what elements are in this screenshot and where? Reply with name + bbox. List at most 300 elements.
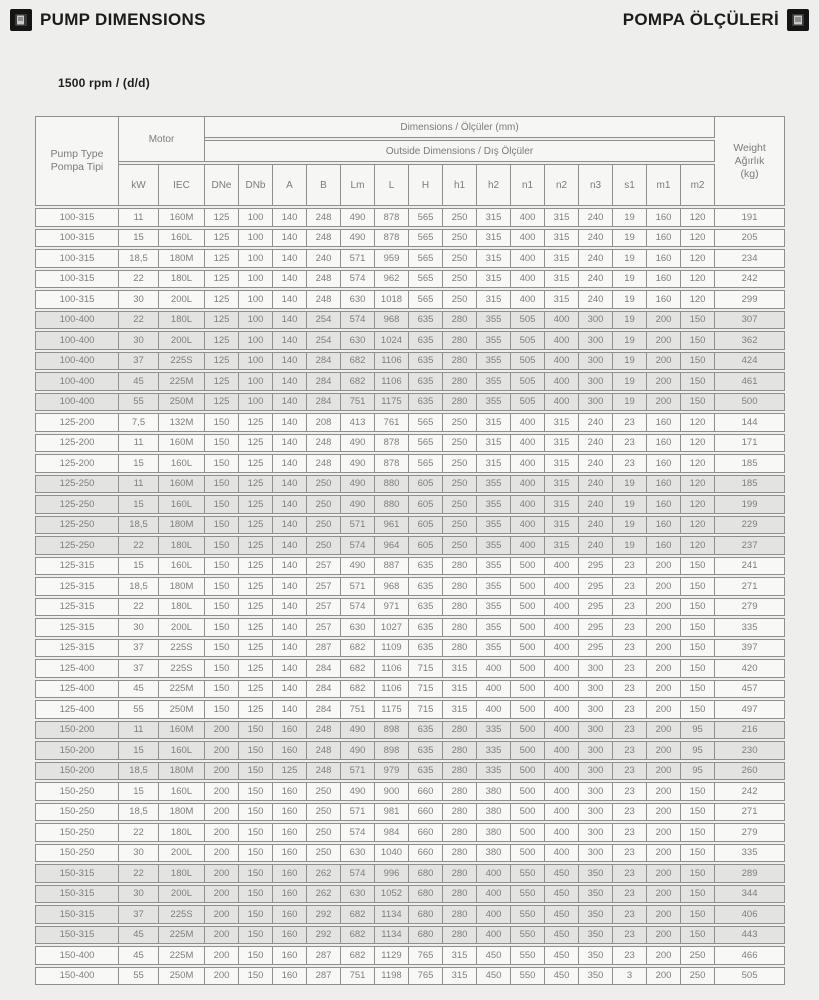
value-cell: 160 (273, 905, 307, 924)
value-cell: 630 (341, 290, 375, 309)
value-cell: 19 (613, 372, 647, 391)
value-cell: 150 (681, 905, 715, 924)
rpm-subtitle: 1500 rpm / (d/d) (58, 76, 150, 90)
value-cell: 150 (681, 311, 715, 330)
value-cell: 125 (239, 434, 273, 453)
pump-photo-icon-left (10, 9, 32, 31)
pump-type-cell: 150-200 (35, 762, 119, 781)
value-cell: 400 (511, 454, 545, 473)
value-cell: 150 (681, 885, 715, 904)
value-cell: 150 (239, 721, 273, 740)
value-cell: 500 (511, 782, 545, 801)
value-cell: 979 (375, 762, 409, 781)
value-cell: 150 (239, 803, 273, 822)
value-cell: 120 (681, 249, 715, 268)
value-cell: 150 (239, 782, 273, 801)
value-cell: 490 (341, 557, 375, 576)
value-cell: 200 (205, 741, 239, 760)
header-columns-row (35, 164, 785, 206)
value-cell: 284 (307, 680, 341, 699)
header-col-dne: DNe (205, 164, 239, 206)
value-cell: 400 (545, 680, 579, 699)
page-title-tr: POMPA ÖLÇÜLERİ (622, 10, 779, 29)
value-cell: 355 (477, 557, 511, 576)
value-cell: 461 (715, 372, 785, 391)
value-cell: 315 (545, 413, 579, 432)
value-cell: 450 (545, 967, 579, 986)
value-cell: 284 (307, 372, 341, 391)
value-cell: 984 (375, 823, 409, 842)
value-cell: 125 (239, 557, 273, 576)
value-cell: 961 (375, 516, 409, 535)
value-cell: 1175 (375, 700, 409, 719)
value-cell: 180M (159, 249, 205, 268)
value-cell: 271 (715, 577, 785, 596)
value-cell: 878 (375, 434, 409, 453)
value-cell: 150 (205, 639, 239, 658)
value-cell: 682 (341, 372, 375, 391)
value-cell: 315 (545, 270, 579, 289)
header-col-h1: h1 (443, 164, 477, 206)
value-cell: 23 (613, 803, 647, 822)
value-cell: 150 (681, 844, 715, 863)
value-cell: 400 (545, 372, 579, 391)
pump-type-cell: 150-250 (35, 844, 119, 863)
value-cell: 160 (273, 741, 307, 760)
pump-type-cell: 125-250 (35, 475, 119, 494)
table-row (35, 782, 785, 801)
value-cell: 125 (239, 413, 273, 432)
value-cell: 400 (545, 557, 579, 576)
value-cell: 355 (477, 516, 511, 535)
value-cell: 635 (409, 762, 443, 781)
value-cell: 751 (341, 967, 375, 986)
pump-type-cell: 125-315 (35, 598, 119, 617)
value-cell: 140 (273, 413, 307, 432)
value-cell: 355 (477, 495, 511, 514)
value-cell: 19 (613, 270, 647, 289)
value-cell: 315 (443, 967, 477, 986)
value-cell: 37 (119, 905, 159, 924)
value-cell: 200 (647, 618, 681, 637)
value-cell: 315 (477, 270, 511, 289)
value-cell: 450 (545, 905, 579, 924)
value-cell: 200 (647, 803, 681, 822)
value-cell: 216 (715, 721, 785, 740)
value-cell: 23 (613, 413, 647, 432)
value-cell: 490 (341, 475, 375, 494)
value-cell: 150 (205, 516, 239, 535)
value-cell: 160 (647, 249, 681, 268)
value-cell: 682 (341, 905, 375, 924)
value-cell: 635 (409, 331, 443, 350)
value-cell: 200 (205, 905, 239, 924)
value-cell: 971 (375, 598, 409, 617)
value-cell: 200 (205, 864, 239, 883)
value-cell: 120 (681, 536, 715, 555)
value-cell: 45 (119, 680, 159, 699)
value-cell: 350 (579, 926, 613, 945)
value-cell: 150 (239, 844, 273, 863)
value-cell: 37 (119, 639, 159, 658)
value-cell: 160 (273, 721, 307, 740)
value-cell: 180L (159, 270, 205, 289)
value-cell: 300 (579, 762, 613, 781)
value-cell: 140 (273, 557, 307, 576)
value-cell: 140 (273, 700, 307, 719)
value-cell: 150 (239, 967, 273, 986)
table-row (35, 393, 785, 412)
value-cell: 15 (119, 454, 159, 473)
value-cell: 250 (307, 536, 341, 555)
value-cell: 284 (307, 659, 341, 678)
pump-type-cell: 125-315 (35, 557, 119, 576)
value-cell: 240 (579, 249, 613, 268)
value-cell: 200 (647, 352, 681, 371)
value-cell: 355 (477, 311, 511, 330)
table-row (35, 946, 785, 965)
value-cell: 250 (443, 270, 477, 289)
value-cell: 15 (119, 557, 159, 576)
value-cell: 315 (477, 249, 511, 268)
value-cell: 682 (341, 352, 375, 371)
header-col-m1: m1 (647, 164, 681, 206)
value-cell: 19 (613, 516, 647, 535)
value-cell: 225S (159, 905, 205, 924)
value-cell: 23 (613, 864, 647, 883)
value-cell: 160 (273, 946, 307, 965)
value-cell: 968 (375, 577, 409, 596)
value-cell: 180M (159, 577, 205, 596)
value-cell: 400 (511, 229, 545, 248)
value-cell: 160 (647, 290, 681, 309)
value-cell: 400 (545, 331, 579, 350)
value-cell: 23 (613, 577, 647, 596)
value-cell: 280 (443, 311, 477, 330)
value-cell: 120 (681, 495, 715, 514)
value-cell: 682 (341, 946, 375, 965)
value-cell: 400 (545, 741, 579, 760)
value-cell: 1018 (375, 290, 409, 309)
header-col-dnb: DNb (239, 164, 273, 206)
value-cell: 18,5 (119, 803, 159, 822)
value-cell: 120 (681, 413, 715, 432)
value-cell: 565 (409, 290, 443, 309)
value-cell: 250M (159, 393, 205, 412)
value-cell: 280 (443, 885, 477, 904)
table-row (35, 577, 785, 596)
value-cell: 380 (477, 844, 511, 863)
value-cell: 355 (477, 352, 511, 371)
value-cell: 11 (119, 475, 159, 494)
value-cell: 400 (545, 803, 579, 822)
table-row (35, 229, 785, 248)
value-cell: 7,5 (119, 413, 159, 432)
value-cell: 996 (375, 864, 409, 883)
value-cell: 22 (119, 536, 159, 555)
pump-type-cell: 125-200 (35, 454, 119, 473)
value-cell: 140 (273, 372, 307, 391)
value-cell: 150 (239, 864, 273, 883)
value-cell: 287 (307, 967, 341, 986)
value-cell: 250 (443, 413, 477, 432)
value-cell: 680 (409, 926, 443, 945)
value-cell: 280 (443, 741, 477, 760)
value-cell: 125 (239, 454, 273, 473)
value-cell: 15 (119, 495, 159, 514)
value-cell: 225M (159, 926, 205, 945)
value-cell: 574 (341, 823, 375, 842)
value-cell: 140 (273, 208, 307, 227)
value-cell: 19 (613, 475, 647, 494)
pump-type-cell: 100-400 (35, 372, 119, 391)
value-cell: 208 (307, 413, 341, 432)
value-cell: 200 (205, 721, 239, 740)
value-cell: 200 (647, 864, 681, 883)
value-cell: 234 (715, 249, 785, 268)
value-cell: 400 (545, 823, 579, 842)
value-cell: 280 (443, 803, 477, 822)
value-cell: 19 (613, 352, 647, 371)
value-cell: 400 (545, 598, 579, 617)
value-cell: 500 (511, 762, 545, 781)
value-cell: 125 (205, 270, 239, 289)
value-cell: 300 (579, 823, 613, 842)
value-cell: 11 (119, 208, 159, 227)
value-cell: 400 (511, 475, 545, 494)
value-cell: 19 (613, 290, 647, 309)
value-cell: 761 (375, 413, 409, 432)
value-cell: 981 (375, 803, 409, 822)
value-cell: 900 (375, 782, 409, 801)
value-cell: 11 (119, 721, 159, 740)
value-cell: 132M (159, 413, 205, 432)
header-outside-dimensions: Outside Dimensions / Dış Ölçüler (205, 140, 715, 162)
pump-type-cell: 150-250 (35, 782, 119, 801)
value-cell: 250 (307, 495, 341, 514)
value-cell: 280 (443, 393, 477, 412)
value-cell: 505 (511, 331, 545, 350)
table-row (35, 762, 785, 781)
value-cell: 457 (715, 680, 785, 699)
value-cell: 200 (647, 639, 681, 658)
value-cell: 250 (443, 475, 477, 494)
value-cell: 248 (307, 270, 341, 289)
value-cell: 150 (681, 803, 715, 822)
value-cell: 715 (409, 680, 443, 699)
value-cell: 150 (681, 926, 715, 945)
value-cell: 400 (511, 536, 545, 555)
value-cell: 571 (341, 516, 375, 535)
value-cell: 344 (715, 885, 785, 904)
value-cell: 400 (545, 311, 579, 330)
value-cell: 22 (119, 823, 159, 842)
table-row (35, 270, 785, 289)
value-cell: 400 (545, 844, 579, 863)
value-cell: 140 (273, 598, 307, 617)
value-cell: 150 (681, 331, 715, 350)
value-cell: 200 (647, 557, 681, 576)
header-col-h: H (409, 164, 443, 206)
value-cell: 200 (647, 680, 681, 699)
table-row (35, 905, 785, 924)
value-cell: 240 (579, 454, 613, 473)
value-cell: 287 (307, 946, 341, 965)
value-cell: 295 (579, 618, 613, 637)
pump-type-cell: 125-250 (35, 495, 119, 514)
value-cell: 400 (545, 393, 579, 412)
value-cell: 571 (341, 762, 375, 781)
value-cell: 55 (119, 393, 159, 412)
value-cell: 150 (205, 475, 239, 494)
value-cell: 200 (647, 741, 681, 760)
value-cell: 120 (681, 475, 715, 494)
value-cell: 355 (477, 536, 511, 555)
value-cell: 200 (647, 762, 681, 781)
table-row (35, 372, 785, 391)
value-cell: 300 (579, 311, 613, 330)
value-cell: 397 (715, 639, 785, 658)
value-cell: 23 (613, 926, 647, 945)
value-cell: 250 (443, 290, 477, 309)
value-cell: 635 (409, 372, 443, 391)
value-cell: 500 (511, 659, 545, 678)
value-cell: 400 (477, 864, 511, 883)
value-cell: 248 (307, 208, 341, 227)
value-cell: 315 (477, 229, 511, 248)
value-cell: 292 (307, 926, 341, 945)
value-cell: 257 (307, 598, 341, 617)
value-cell: 1198 (375, 967, 409, 986)
table-row (35, 639, 785, 658)
value-cell: 180M (159, 803, 205, 822)
value-cell: 898 (375, 721, 409, 740)
value-cell: 241 (715, 557, 785, 576)
value-cell: 400 (545, 659, 579, 678)
value-cell: 150 (205, 598, 239, 617)
pump-type-cell: 125-200 (35, 434, 119, 453)
value-cell: 150 (681, 598, 715, 617)
value-cell: 424 (715, 352, 785, 371)
value-cell: 1109 (375, 639, 409, 658)
value-cell: 140 (273, 516, 307, 535)
value-cell: 45 (119, 926, 159, 945)
value-cell: 490 (341, 741, 375, 760)
value-cell: 140 (273, 454, 307, 473)
value-cell: 200 (647, 844, 681, 863)
value-cell: 962 (375, 270, 409, 289)
value-cell: 400 (511, 270, 545, 289)
value-cell: 160 (647, 516, 681, 535)
value-cell: 284 (307, 393, 341, 412)
value-cell: 225M (159, 946, 205, 965)
value-cell: 250 (681, 967, 715, 986)
value-cell: 635 (409, 393, 443, 412)
value-cell: 160 (647, 413, 681, 432)
value-cell: 574 (341, 598, 375, 617)
value-cell: 125 (239, 680, 273, 699)
value-cell: 23 (613, 680, 647, 699)
value-cell: 250 (307, 823, 341, 842)
value-cell: 1052 (375, 885, 409, 904)
pump-type-cell: 125-400 (35, 700, 119, 719)
value-cell: 300 (579, 741, 613, 760)
value-cell: 315 (545, 495, 579, 514)
value-cell: 200 (647, 700, 681, 719)
value-cell: 125 (239, 659, 273, 678)
value-cell: 300 (579, 844, 613, 863)
value-cell: 680 (409, 905, 443, 924)
value-cell: 240 (579, 434, 613, 453)
value-cell: 280 (443, 352, 477, 371)
value-cell: 160M (159, 208, 205, 227)
value-cell: 100 (239, 331, 273, 350)
value-cell: 125 (205, 331, 239, 350)
value-cell: 400 (545, 352, 579, 371)
value-cell: 100 (239, 393, 273, 412)
value-cell: 248 (307, 454, 341, 473)
pump-type-cell: 100-400 (35, 393, 119, 412)
value-cell: 180L (159, 598, 205, 617)
value-cell: 565 (409, 270, 443, 289)
table-row (35, 516, 785, 535)
value-cell: 292 (307, 905, 341, 924)
value-cell: 660 (409, 844, 443, 863)
value-cell: 682 (341, 659, 375, 678)
value-cell: 315 (477, 290, 511, 309)
value-cell: 500 (511, 721, 545, 740)
value-cell: 300 (579, 782, 613, 801)
value-cell: 200 (647, 782, 681, 801)
value-cell: 3 (613, 967, 647, 986)
value-cell: 160 (647, 454, 681, 473)
value-cell: 23 (613, 598, 647, 617)
value-cell: 715 (409, 700, 443, 719)
value-cell: 23 (613, 823, 647, 842)
pump-photo-icon-right (787, 9, 809, 31)
value-cell: 1027 (375, 618, 409, 637)
pump-type-cell: 125-315 (35, 639, 119, 658)
value-cell: 1106 (375, 352, 409, 371)
value-cell: 23 (613, 659, 647, 678)
pump-type-cell: 150-400 (35, 946, 119, 965)
value-cell: 248 (307, 290, 341, 309)
value-cell: 350 (579, 864, 613, 883)
value-cell: 254 (307, 331, 341, 350)
value-cell: 280 (443, 639, 477, 658)
value-cell: 315 (477, 208, 511, 227)
value-cell: 335 (715, 618, 785, 637)
value-cell: 300 (579, 803, 613, 822)
value-cell: 180L (159, 536, 205, 555)
value-cell: 150 (205, 454, 239, 473)
pump-type-cell: 150-400 (35, 967, 119, 986)
value-cell: 315 (545, 434, 579, 453)
value-cell: 355 (477, 598, 511, 617)
value-cell: 125 (273, 762, 307, 781)
value-cell: 37 (119, 659, 159, 678)
value-cell: 355 (477, 475, 511, 494)
value-cell: 450 (545, 864, 579, 883)
value-cell: 413 (341, 413, 375, 432)
value-cell: 150 (239, 905, 273, 924)
value-cell: 307 (715, 311, 785, 330)
pump-type-cell: 100-400 (35, 352, 119, 371)
header-motor: Motor (119, 116, 205, 162)
value-cell: 23 (613, 721, 647, 740)
value-cell: 565 (409, 454, 443, 473)
value-cell: 19 (613, 311, 647, 330)
